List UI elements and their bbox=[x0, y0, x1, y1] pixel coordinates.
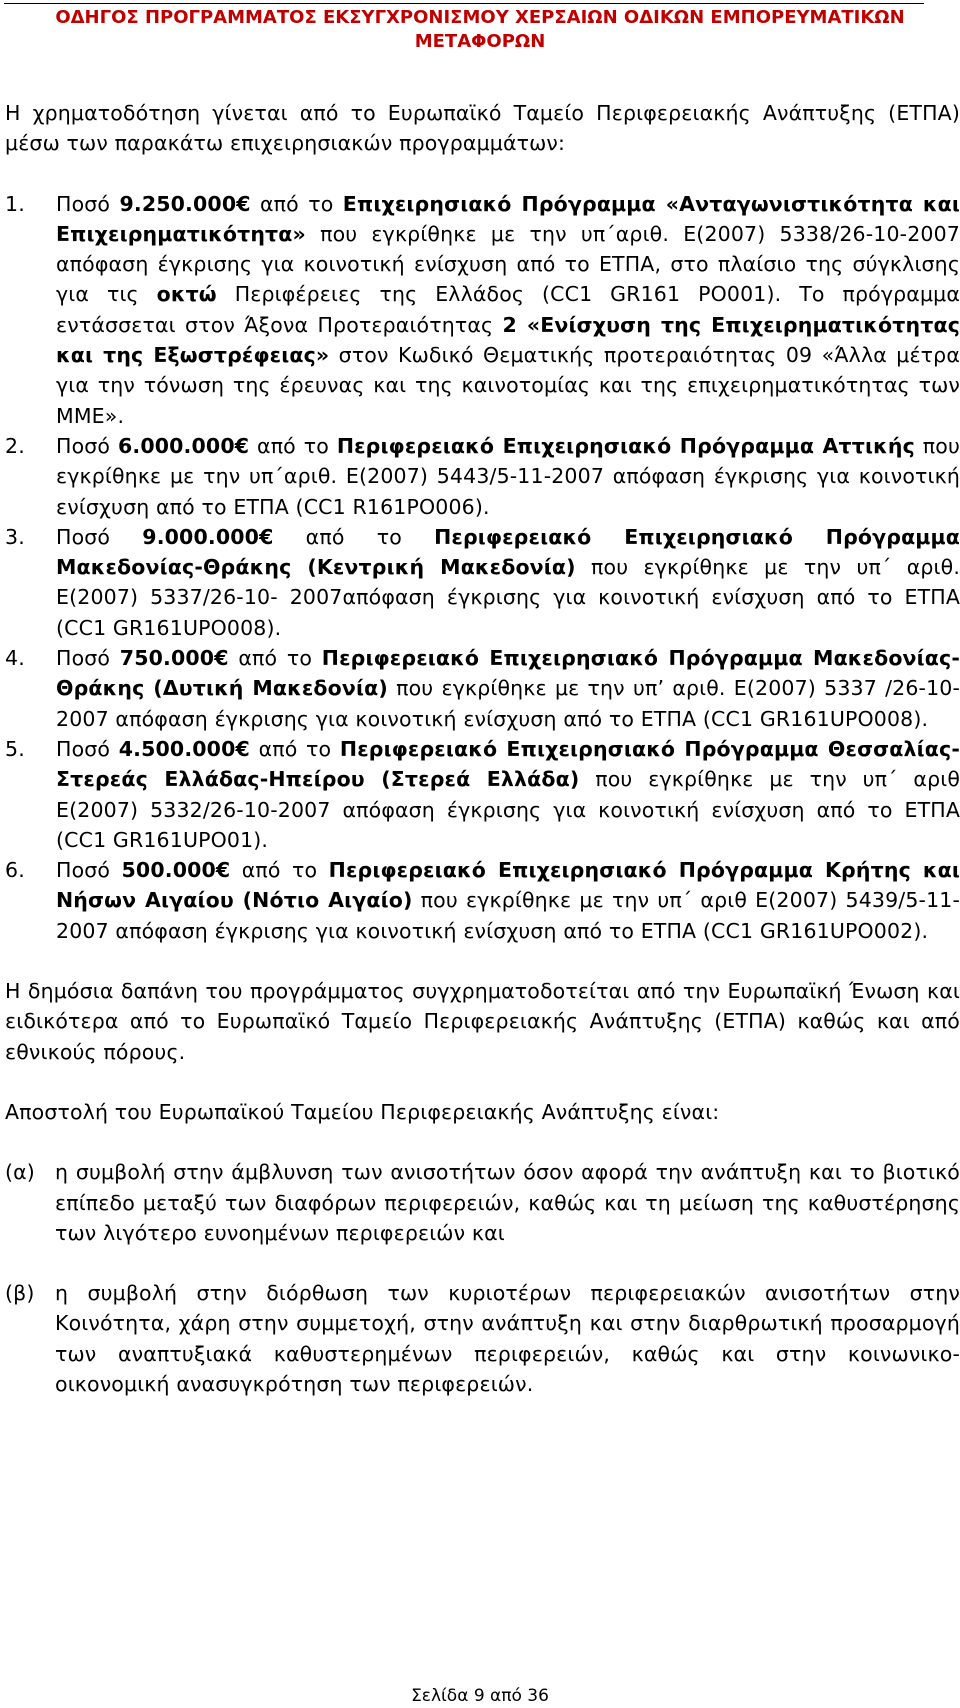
item-eight: οκτώ bbox=[156, 282, 217, 307]
item-number: 3. bbox=[5, 524, 25, 549]
item-amount: 6.000.000€ bbox=[117, 433, 250, 458]
program-list bbox=[5, 189, 960, 946]
item-amount: 4.500.000€ bbox=[118, 736, 250, 761]
mission-text: η συμβολή στην άμβλυνση των ανισοτήτων όσον αφορά την ανάπτυξη και το βιοτικό επίπεδο μεταξύ των διαφόρων περιφερειών, καθώς και τη μείωση της καθυστέρησης των λιγότερο ευνοημένων περιφερειών και bbox=[55, 1160, 960, 1245]
item-number: 4. bbox=[5, 646, 25, 671]
page-number: Σελίδα 9 από 36 bbox=[411, 1686, 549, 1706]
item-amount: 500.000€ bbox=[121, 858, 231, 883]
running-header bbox=[0, 6, 960, 54]
item-program: Περιφερειακό Επιχειρησιακό Πρόγραμμα Κρήτης και Νήσων Αιγαίου (Νότιο Αιγαίο) bbox=[56, 858, 960, 913]
program-item-1: 1. Ποσό 9.250.000€ από το Επιχειρησιακό Πρόγραμμα «Ανταγωνιστικότητα και Επιχειρηματικότητα» που εγκρίθηκε με την υπ΄αριθ. Ε(2007) 5338/26-10-2007 απόφαση έγκρισης για κοινοτική ενίσχυση από το ΕΤΠΑ, στο πλαίσιο της σύγκλισης για τις οκτώ Περιφέρειες της Ελλάδος (CC1 GR161 PO001). Το πρόγραμμα εντάσσεται στον Άξονα Προτεραιότητας 2 «Ενίσχυση της Επιχειρηματικότητας και της Εξωστρέφειας» στον Κωδικό Θεματικής προτεραιότητας 09 «Άλλα μέτρα για την τόνωση της έρευνας και της καινοτομίας και της επιχειρηματικότητας των ΜΜΕ». bbox=[5, 189, 960, 431]
item-amount: 750.000€ bbox=[119, 646, 229, 671]
program-item-2: 2. Ποσό 6.000.000€ από το Περιφερειακό Επιχειρησιακό Πρόγραμμα Αττικής που εγκρίθηκε με την υπ΄αριθ. Ε(2007) 5443/5-11-2007 απόφαση έγκρισης για κοινοτική ενίσχυση από το ΕΤΠΑ (CC1 R161PO006). bbox=[5, 431, 960, 522]
item-program: Περιφερειακό Επιχειρησιακό Πρόγραμμα Μακεδονίας-Θράκης (Κεντρική Μακεδονία) bbox=[56, 524, 960, 580]
item-program: Περιφερειακό Επιχειρησιακό Πρόγραμμα Αττικής bbox=[336, 433, 915, 458]
header-line-2: ΜΕΤΑΦΟΡΩΝ bbox=[414, 31, 546, 52]
item-number: 6. bbox=[5, 858, 25, 883]
item-program: Επιχειρησιακό Πρόγραμμα «Ανταγωνιστικότητα και Επιχειρηματικότητα» bbox=[56, 191, 960, 246]
item-axis: 2 «Ενίσχυση της Επιχειρηματικότητας και της Εξωστρέφειας» bbox=[56, 312, 960, 368]
item-number: 1. bbox=[5, 191, 25, 216]
program-item-3: 3. Ποσό 9.000.000€ από το Περιφερειακό Επιχειρησιακό Πρόγραμμα Μακεδονίας-Θράκης (Κεντρική Μακεδονία) που εγκρίθηκε με την υπ΄ αριθ. Ε(2007) 5337/26-10- 2007απόφαση έγκρισης για κοινοτική ενίσχυση από το ΕΤΠΑ (CC1 GR161UPO008). bbox=[5, 522, 960, 643]
program-item-6: 6. Ποσό 500.000€ από το Περιφερειακό Επιχειρησιακό Πρόγραμμα Κρήτης και Νήσων Αιγαίου (Νότιο Αιγαίο) που εγκρίθηκε με την υπ΄ αριθ Ε(2007) 5439/5-11-2007 απόφαση έγκρισης για κοινοτική ενίσχυση από το ΕΤΠΑ (CC1 GR161UPO002). bbox=[5, 855, 960, 946]
item-program: Περιφερειακό Επιχειρησιακό Πρόγραμμα Θεσσαλίας-Στερεάς Ελλάδας-Ηπείρου (Στερεά Ελλάδα) bbox=[56, 736, 960, 792]
item-number: 5. bbox=[5, 736, 25, 761]
mission-label: (α) bbox=[5, 1160, 35, 1185]
program-item-4: 4. Ποσό 750.000€ από το Περιφερειακό Επιχειρησιακό Πρόγραμμα Μακεδονίας-Θράκης (Δυτική Μακεδονία) που εγκρίθηκε με την υπ’ αριθ. Ε(2007) 5337 /26-10-2007 απόφαση έγκρισης για κοινοτική ενίσχυση από το ΕΤΠΑ (CC1 GR161UPO008). bbox=[5, 643, 960, 734]
mission-intro: Αποστολή του Ευρωπαϊκού Ταμείου Περιφερειακής Ανάπτυξης είναι: bbox=[5, 1099, 720, 1124]
item-number: 2. bbox=[5, 433, 25, 458]
program-item-5: 5. Ποσό 4.500.000€ από το Περιφερειακό Επιχειρησιακό Πρόγραμμα Θεσσαλίας-Στερεάς Ελλάδας-Ηπείρου (Στερεά Ελλάδα) που εγκρίθηκε με την υπ΄ αριθ Ε(2007) 5332/26-10-2007 απόφαση έγκρισης για κοινοτική ενίσχυση από το ΕΤΠΑ (CC1 GR161UPO01). bbox=[5, 734, 960, 855]
document-body bbox=[5, 98, 960, 1429]
mission-item-a bbox=[5, 1157, 960, 1248]
mission-item-b bbox=[5, 1278, 960, 1399]
mission-text: η συμβολή στην διόρθωση των κυριοτέρων περιφερειακών ανισοτήτων στην Κοινότητα, χάρη στην συμμετοχή, στην ανάπτυξη και στην διαρθρωτική προσαρμογή των αναπτυξιακά καθυστερημένων περιφερειών, καθώς και στην κοινωνικο-οικονομική ανασυγκρότηση των περιφερειών. bbox=[55, 1281, 960, 1396]
item-amount: 9.000.000€ bbox=[142, 524, 274, 549]
funding-paragraph: Η δημόσια δαπάνη του προγράμματος συγχρηματοδοτείται από την Ευρωπαϊκή Ένωση και ειδικότερα από το Ευρωπαϊκό Ταμείο Περιφερειακής Ανάπτυξης (ΕΤΠΑ) καθώς και από εθνικούς πόρους. bbox=[5, 979, 960, 1064]
item-program: Περιφερειακό Επιχειρησιακό Πρόγραμμα Μακεδονίας-Θράκης (Δυτική Μακεδονία) bbox=[56, 646, 960, 701]
header-line-1: ΟΔΗΓΟΣ ΠΡΟΓΡΑΜΜΑΤΟΣ ΕΚΣΥΓΧΡΟΝΙΣΜΟΥ ΧΕΡΣΑΙΩΝ ΟΔΙΚΩΝ ΕΜΠΟΡΕΥΜΑΤΙΚΩΝ bbox=[55, 7, 905, 28]
header-rule bbox=[4, 3, 924, 4]
item-amount: 9.250.000€ bbox=[119, 191, 251, 216]
mission-label: (β) bbox=[5, 1281, 35, 1306]
intro-paragraph: Η χρηματοδότηση γίνεται από το Ευρωπαϊκό Ταμείο Περιφερειακής Ανάπτυξης (ΕΤΠΑ) μέσω των παρακάτω επιχειρησιακών προγραμμάτων: bbox=[5, 101, 960, 156]
